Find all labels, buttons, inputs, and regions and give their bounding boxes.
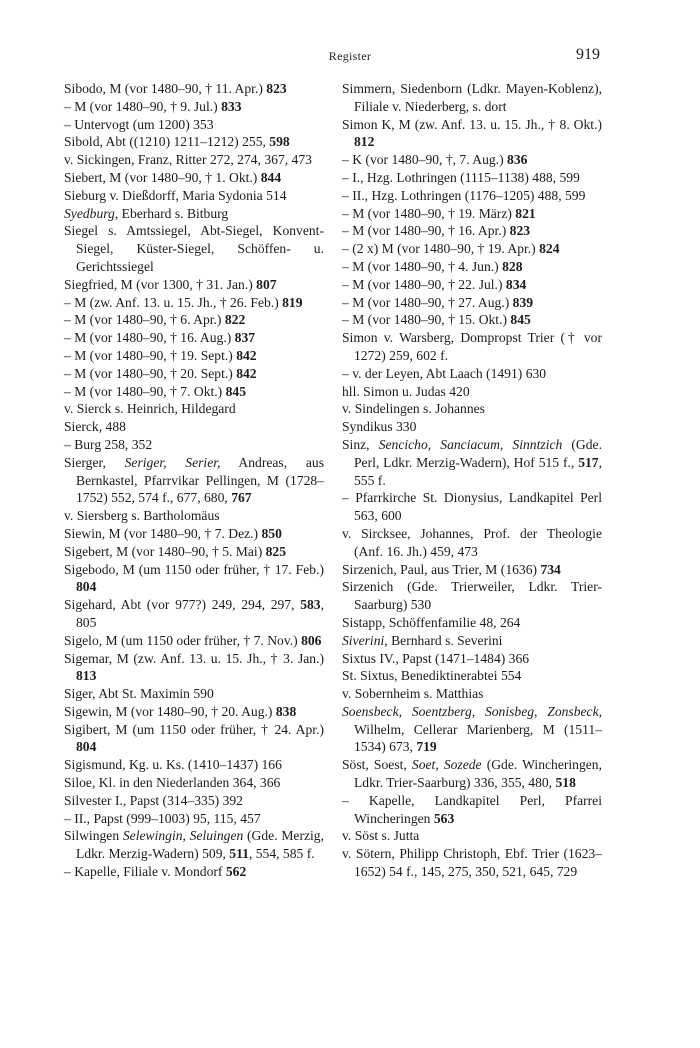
index-entry [64, 454, 324, 507]
entry-text: , 555 f. [354, 454, 602, 488]
index-entry [64, 525, 324, 543]
entry-text: – (2 x) M (vor 1480–90, † 19. Apr.) [342, 241, 540, 257]
page-reference: 822 [224, 312, 246, 328]
running-header: Register [328, 49, 372, 63]
entry-text: Sigebodo, M (um 1150 oder früher, † 17. Feb.) [64, 561, 324, 577]
index-entry [64, 774, 324, 792]
entry-text: – M (vor 1480–90, † 20. Sept.) [64, 365, 237, 381]
index-entry [64, 98, 324, 116]
page-reference: 839 [512, 294, 534, 310]
entry-text: Sixtus IV., Papst (1471–1484) 366 [342, 650, 530, 666]
index-entry [64, 721, 324, 757]
index-entry [342, 578, 602, 614]
page-reference: 821 [515, 205, 536, 221]
index-entry [342, 650, 602, 668]
entry-text: – M (vor 1480–90, † 9. Jul.) [64, 98, 222, 114]
index-entry [342, 756, 602, 792]
index-entry [64, 116, 324, 134]
entry-text: – v. der Leyen, Abt Laach (1491) 630 [342, 365, 547, 381]
index-entry [342, 792, 602, 828]
index-entry [342, 258, 602, 276]
entry-text: – Kapelle, Filiale v. Mondorf [64, 864, 226, 880]
entry-text: (Gde. Merzig, Ldkr. Merzig-Wadern) 509, [76, 828, 324, 862]
entry-text: Silwingen [64, 828, 123, 844]
index-column-right [342, 80, 602, 881]
entry-text: – M (vor 1480–90, † 16. Aug.) [64, 330, 235, 346]
entry-text: – M (vor 1480–90, † 4. Jun.) [342, 258, 503, 274]
index-entry [64, 347, 324, 365]
entry-text: Sigehard, Abt (vor 977?) 249, 294, 297, [64, 597, 301, 613]
index-entry [64, 650, 324, 686]
index-entry [342, 561, 602, 579]
page-reference: 598 [269, 134, 290, 150]
page-reference: 583 [300, 597, 321, 613]
entry-text: Seriger, Serier, [124, 454, 221, 470]
page-reference: 842 [236, 347, 257, 363]
entry-text: St. Sixtus, Benediktinerabtei 554 [342, 668, 522, 684]
entry-text: – M (vor 1480–90, † 15. Okt.) [342, 312, 511, 328]
index-entry [64, 792, 324, 810]
page-reference: 517 [578, 454, 599, 470]
entry-text: Andreas, aus Bernkastel, Pfarrvikar Pellingen, M (1728–1752) 552, 574 f., 677, 680, [76, 454, 324, 506]
entry-text: Siegel s. Amtssiegel, Abt-Siegel, Konvent-Siegel, Küster-Siegel, Schöffen- u. Gerichtssiegel [64, 223, 324, 274]
entry-text: – M (vor 1480–90, † 19. Sept.) [64, 347, 237, 363]
entry-text: , 554, 585 f. [248, 846, 315, 862]
entry-text: v. Sindelingen s. Johannes [342, 401, 485, 417]
entry-text: – Pfarrkirche St. Dionysius, Landkapitel Perl 563, 600 [342, 490, 602, 524]
entry-text: Soet, Sozede [411, 757, 482, 773]
index-entry [342, 169, 602, 187]
entry-text: Simon K, M (zw. Anf. 13. u. 15. Jh., † 8. Okt.) [342, 116, 602, 132]
index-entry [342, 311, 602, 329]
page-reference: 518 [555, 775, 576, 791]
entry-text: , Eberhard s. Bitburg [114, 205, 229, 221]
entry-text: v. Söst s. Jutta [342, 828, 420, 844]
entry-text: v. Sötern, Philipp Christoph, Ebf. Trier (1623–1652) 54 f., 145, 275, 350, 521, 645, 729 [342, 846, 602, 880]
entry-text: – M (vor 1480–90, † 22. Jul.) [342, 276, 506, 292]
entry-text: – M (vor 1480–90, † 6. Apr.) [64, 312, 225, 328]
index-entry [342, 685, 602, 703]
index-entry [342, 80, 602, 116]
entry-text: Sinz, [342, 436, 379, 452]
index-entry [342, 436, 602, 489]
entry-text: – Burg 258, 352 [64, 436, 153, 452]
entry-text: Soensbeck, Soentzberg, Sonisbeg, Zonsbeck, [342, 703, 602, 719]
index-entry [342, 329, 602, 365]
page-reference: 837 [234, 330, 256, 346]
page-reference: 844 [260, 169, 282, 185]
page-reference: 828 [502, 258, 523, 274]
entry-text: v. Sobernheim s. Matthias [342, 686, 484, 702]
index-entry [342, 845, 602, 881]
index-entry [64, 205, 324, 223]
index-entry [342, 116, 602, 152]
entry-text: – Kapelle, Landkapitel Perl, Pfarrei Wincheringen [342, 792, 602, 826]
page-reference: 767 [231, 490, 252, 506]
index-entry [64, 187, 324, 205]
entry-text: – M (vor 1480–90, † 27. Aug.) [342, 294, 513, 310]
entry-text: Sistapp, Schöffenfamilie 48, 264 [342, 614, 521, 630]
index-entry [342, 489, 602, 525]
index-entry [64, 685, 324, 703]
page-reference: 824 [539, 241, 560, 257]
index-entry [342, 827, 602, 845]
entry-text: Silvester I., Papst (314–335) 392 [64, 792, 243, 808]
entry-text: Sirzenich, Paul, aus Trier, M (1636) [342, 561, 541, 577]
entry-text: – K (vor 1480–90, †, 7. Aug.) [342, 152, 508, 168]
entry-text: v. Sircksee, Johannes, Prof. der Theologie (Anf. 16. Jh.) 459, 473 [342, 525, 602, 559]
entry-text: Syedburg [64, 205, 115, 221]
page-reference: 807 [256, 276, 277, 292]
entry-text: – II., Hzg. Lothringen (1176–1205) 488, 599 [342, 187, 586, 203]
page-reference: 812 [354, 134, 375, 150]
index-entry [342, 383, 602, 401]
index-entry [64, 863, 324, 881]
index-entry [342, 667, 602, 685]
page-reference: 806 [301, 632, 322, 648]
index-entry [64, 561, 324, 597]
page-reference: 836 [507, 152, 528, 168]
page-reference: 834 [505, 276, 527, 292]
index-entry [64, 810, 324, 828]
entry-text: Söst, Soest, [342, 757, 412, 773]
entry-text: Sencicho, Sanciacum, Sinntzich [378, 436, 563, 452]
index-entry [342, 205, 602, 223]
entry-text: Sierck, 488 [64, 419, 126, 435]
index-entry [342, 276, 602, 294]
entry-text: Sigewin, M (vor 1480–90, † 20. Aug.) [64, 703, 276, 719]
index-entry [64, 276, 324, 294]
entry-text: , Bernhard s. Severini [384, 632, 503, 648]
index-entry [342, 187, 602, 205]
page-reference: 719 [416, 739, 437, 755]
index-entry [64, 311, 324, 329]
index-entry [342, 703, 602, 756]
entry-text: Siger, Abt St. Maximin 590 [64, 686, 214, 702]
index-entry [64, 436, 324, 454]
index-entry [64, 222, 324, 275]
entry-text: Simon v. Warsberg, Dompropst Trier († vor 1272) 259, 602 f. [342, 330, 602, 363]
index-column-left [64, 80, 324, 881]
page-reference: 845 [510, 312, 531, 328]
entry-text: – M (vor 1480–90, † 16. Apr.) [342, 223, 510, 239]
index-entry [64, 543, 324, 561]
index-entry [64, 827, 324, 863]
index-entry [64, 756, 324, 774]
entry-text: Sieburg v. Dießdorff, Maria Sydonia 514 [64, 187, 287, 203]
entry-text: v. Sierck s. Heinrich, Hildegard [64, 401, 236, 417]
page-reference: 562 [225, 864, 247, 880]
page-reference: 819 [282, 294, 303, 310]
index-entry [342, 240, 602, 258]
entry-text: Sigibert, M (um 1150 oder früher, † 24. Apr.) [64, 721, 324, 737]
page-reference: 850 [261, 525, 282, 541]
entry-text: Sigelo, M (um 1150 oder früher, † 7. Nov.) [64, 632, 302, 648]
page-reference: 838 [275, 703, 297, 719]
entry-text: – M (zw. Anf. 13. u. 15. Jh., † 26. Feb.) [64, 294, 283, 310]
entry-text: Siloe, Kl. in den Niederlanden 364, 366 [64, 775, 281, 791]
page-reference: 563 [433, 810, 455, 826]
index-entry [64, 400, 324, 418]
entry-text: – II., Papst (999–1003) 95, 115, 457 [64, 810, 261, 826]
entry-text: Sibold, Abt ((1210) 1211–1212) 255, [64, 134, 270, 150]
entry-text: Selewingin, Seluingen [122, 828, 244, 844]
page-reference: 842 [236, 365, 257, 381]
index-entry [342, 294, 602, 312]
index-entry [342, 525, 602, 561]
entry-text: v. Siersberg s. Bartholomäus [64, 508, 220, 524]
entry-text: Sirzenich (Gde. Trierweiler, Ldkr. Trier-Saarburg) 530 [342, 579, 602, 613]
page-number: 919 [576, 46, 600, 63]
index-entry [64, 383, 324, 401]
entry-text: Sigismund, Kg. u. Ks. (1410–1437) 166 [64, 757, 282, 773]
entry-text: Sigebert, M (vor 1480–90, † 5. Mai) [64, 543, 266, 559]
index-entry [342, 365, 602, 383]
index-entry [64, 329, 324, 347]
index-entry [64, 418, 324, 436]
entry-text: Sierger, [64, 454, 125, 470]
entry-text: Siewin, M (vor 1480–90, † 7. Dez.) [64, 525, 262, 541]
index-entry [64, 133, 324, 151]
index-entry [64, 294, 324, 312]
index-entry [342, 632, 602, 650]
page-reference: 804 [76, 579, 97, 595]
entry-text: (Gde. Wincheringen, Ldkr. Trier-Saarburg) 336, 355, 480, [354, 757, 602, 791]
entry-text: Siverini [342, 632, 385, 648]
entry-text: Simmern, Siedenborn (Ldkr. Mayen-Koblenz), Filiale v. Niederberg, s. dort [342, 81, 602, 114]
entry-text: Siebert, M (vor 1480–90, † 1. Okt.) [64, 169, 261, 185]
index-entry [64, 151, 324, 169]
entry-text: (Gde. Perl, Ldkr. Merzig-Wadern), Hof 515 f., [354, 436, 602, 470]
entry-text: Wilhelm, Cellerar Marienberg, M (1511–1534) 673, [354, 721, 602, 755]
entry-text: , 805 [76, 597, 324, 630]
index-entry [342, 222, 602, 240]
entry-text: – M (vor 1480–90, † 19. März) [342, 205, 516, 221]
page-reference: 833 [221, 98, 242, 114]
entry-text: – I., Hzg. Lothringen (1115–1138) 488, 599 [342, 169, 580, 185]
index-entry [342, 614, 602, 632]
index-entry [64, 80, 324, 98]
page-reference: 813 [76, 668, 97, 684]
entry-text: – M (vor 1480–90, † 7. Okt.) [64, 383, 226, 399]
entry-text: Sigemar, M (zw. Anf. 13. u. 15. Jh., † 3. Jan.) [64, 650, 324, 666]
entry-text: hll. Simon u. Judas 420 [342, 383, 470, 399]
index-entry [342, 418, 602, 436]
page-reference: 823 [266, 81, 287, 96]
page-reference: 825 [265, 543, 287, 559]
entry-text: Sibodo, M (vor 1480–90, † 11. Apr.) [64, 81, 267, 96]
page-reference: 511 [229, 846, 249, 862]
index-entry [342, 400, 602, 418]
index-entry [64, 365, 324, 383]
index-entry [64, 507, 324, 525]
index-entry [64, 169, 324, 187]
index-entry [64, 632, 324, 650]
entry-text: – Untervogt (um 1200) 353 [64, 116, 214, 132]
index-entry [64, 703, 324, 721]
index-entry [342, 151, 602, 169]
page-reference: 804 [76, 739, 97, 755]
index-entry [64, 596, 324, 632]
entry-text: Syndikus 330 [342, 419, 417, 435]
entry-text: Siegfried, M (vor 1300, † 31. Jan.) [64, 276, 257, 292]
page-reference: 823 [509, 223, 531, 239]
entry-text: v. Sickingen, Franz, Ritter 272, 274, 367, 473 [64, 152, 312, 168]
page-reference: 734 [540, 561, 561, 577]
page-reference: 845 [225, 383, 246, 399]
